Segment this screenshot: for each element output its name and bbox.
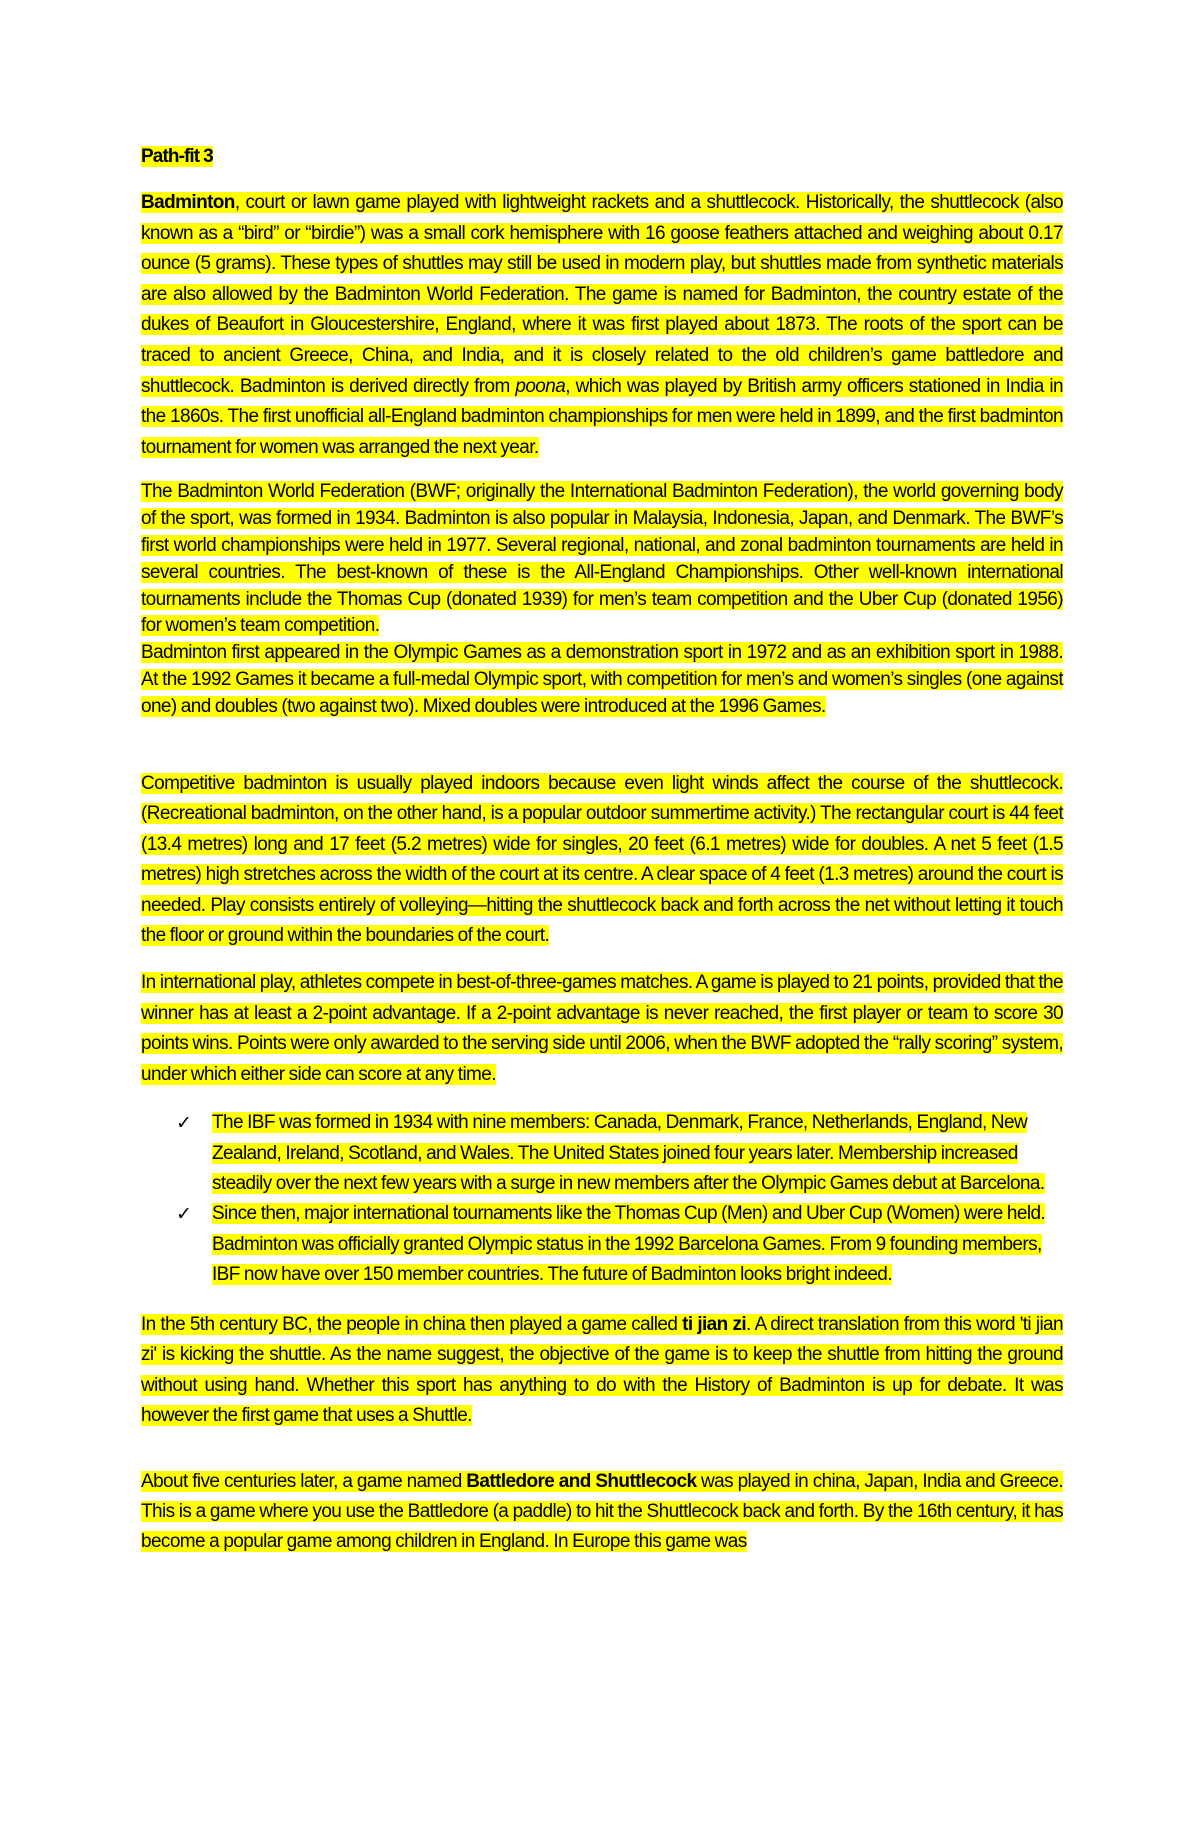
list-item-text: Since then, major international tournaments like the Thomas Cup (Men) and Uber Cup (Women) were held. Badminton was officially granted Olympic status in the 1992 Barcelona Games. From 9 founding members, IBF now have over 150 member countries. The future of Badminton looks bright indeed. [212,1203,1046,1285]
checklist [141,1108,1063,1290]
paragraph-battledore [141,1467,1063,1558]
paragraph1-text-a: , court or lawn game played with lightweight rackets and a shuttlecock. Historically, the shuttlecock (also known as a “bird” or “birdie”) was a small cork hemisphere with 16 goose feathers attached and weighing about 0.17 ounce (5 grams). These types of shuttles may still be used in modern play, but shuttles made from synthetic materials are also allowed by the Badminton World Federation. The game is named for Badminton, the country estate of the dukes of Beaufort in Gloucestershire, England, where it was first played about 1873. The roots of the sport can be traced to ancient Greece, China, and India, and it is closely related to the old children’s game battledore and shuttlecock. Badminton is derived directly from [141,192,1063,397]
paragraph3-text: Badminton first appeared in the Olympic Games as a demonstration sport in 1972 and as an exhibition sport in 1988. At the 1992 Games it became a full-medal Olympic sport, with competition for men’s and women’s singles (one against one) and doubles (two against two). Mixed doubles were introduced at the 1996 Games. [141,642,1063,717]
paragraph6-text-b: . A direct translation from this word 'ti jian zi' is kicking the shuttle. As the name suggest, the objective of the game is to keep the shuttle from hitting the ground without using hand. Whether this sport has anything to do with the History of Badminton is up for debate. It was however the first game that uses a Shuttle. [141,1314,1063,1426]
italic-term-poona: poona [515,375,566,397]
paragraph-ti-jian-zi [141,1310,1063,1431]
paragraph5-text: In international play, athletes compete in best-of-three-games matches. A game is played to 21 points, provided that the winner has at least a 2-point advantage. If a 2-point advantage is never reached, the first player or team to score 30 points wins. Points were only awarded to the serving side until 2006, when the BWF adopted the “rally scoring” system, under which either side can score at any time. [141,972,1063,1085]
document-title [141,140,1063,174]
paragraph7-text-b: was played in china, Japan, India and Greece. This is a game where you use the Battledore (a paddle) to hit the Shuttlecock back and forth. By the 16th century, it has become a popular game among children in England. In Europe this game was [141,1471,1064,1553]
checkmark-icon: ✓ [176,1203,192,1226]
paragraph-bwf [141,479,1063,640]
bold-term-ti-jian-zi: ti jian zi [682,1314,747,1336]
paragraph6-text-a: In the 5th century BC, the people in china then played a game called [141,1314,683,1336]
paragraph4-text: Competitive badminton is usually played indoors because even light winds affect the course of the shuttlecock. (Recreational badminton, on the other hand, is a popular outdoor summertime activity.) The rectangular court is 44 feet (13.4 metres) long and 17 feet (5.2 metres) wide for singles, 20 feet (6.1 metres) wide for doubles. A net 5 feet (1.5 metres) high stretches across the width of the court at its centre. A clear space of 4 feet (1.3 metres) around the court is needed. Play consists entirely of volleying—hitting the shuttlecock back and forth across the net without letting it touch the floor or ground within the boundaries of the court. [141,772,1063,947]
paragraph7-text-a: About five centuries later, a game named [141,1471,467,1493]
bold-term-badminton: Badminton [141,192,235,213]
paragraph2-text: The Badminton World Federation (BWF; originally the International Badminton Federation), the world governing body of the sport, was formed in 1934. Badminton is also popular in Malaysia, Indonesia, Japan, and Denmark. The BWF’s first world championships were held in 1977. Several regional, national, and zonal badminton tournaments are held in several countries. The best-known of these is the All-England Championships. Other well-known international tournaments include the Thomas Cup (donated 1939) for men’s team competition and the Uber Cup (donated 1956) for women’s team competition. [141,481,1063,637]
list-item-text: The IBF was formed in 1934 with nine members: Canada, Denmark, France, Netherlands, England, New Zealand, Ireland, Scotland, and Wales. The United States joined four years later. Membership increased steadily over the next few years with a surge in new members after the Olympic Games debut at Barcelona. [212,1112,1045,1195]
paragraph-olympics [141,640,1063,720]
list-item [141,1108,1063,1199]
list-item [141,1199,1063,1290]
document-title-text: Path-fit 3 [141,146,213,167]
paragraph1-text-b: , which was played by British army officers stationed in India in the 1860s. The first unofficial all-England badminton championships for men were held in 1899, and the first badminton tournament for women was arranged the next year. [141,375,1063,458]
paragraph-badminton-intro [141,188,1063,463]
paragraph-court [141,769,1063,953]
checkmark-icon: ✓ [176,1112,192,1135]
document-page [141,140,1063,1558]
paragraph-scoring [141,968,1063,1090]
bold-term-battledore: Battledore and Shuttlecock [466,1471,697,1493]
